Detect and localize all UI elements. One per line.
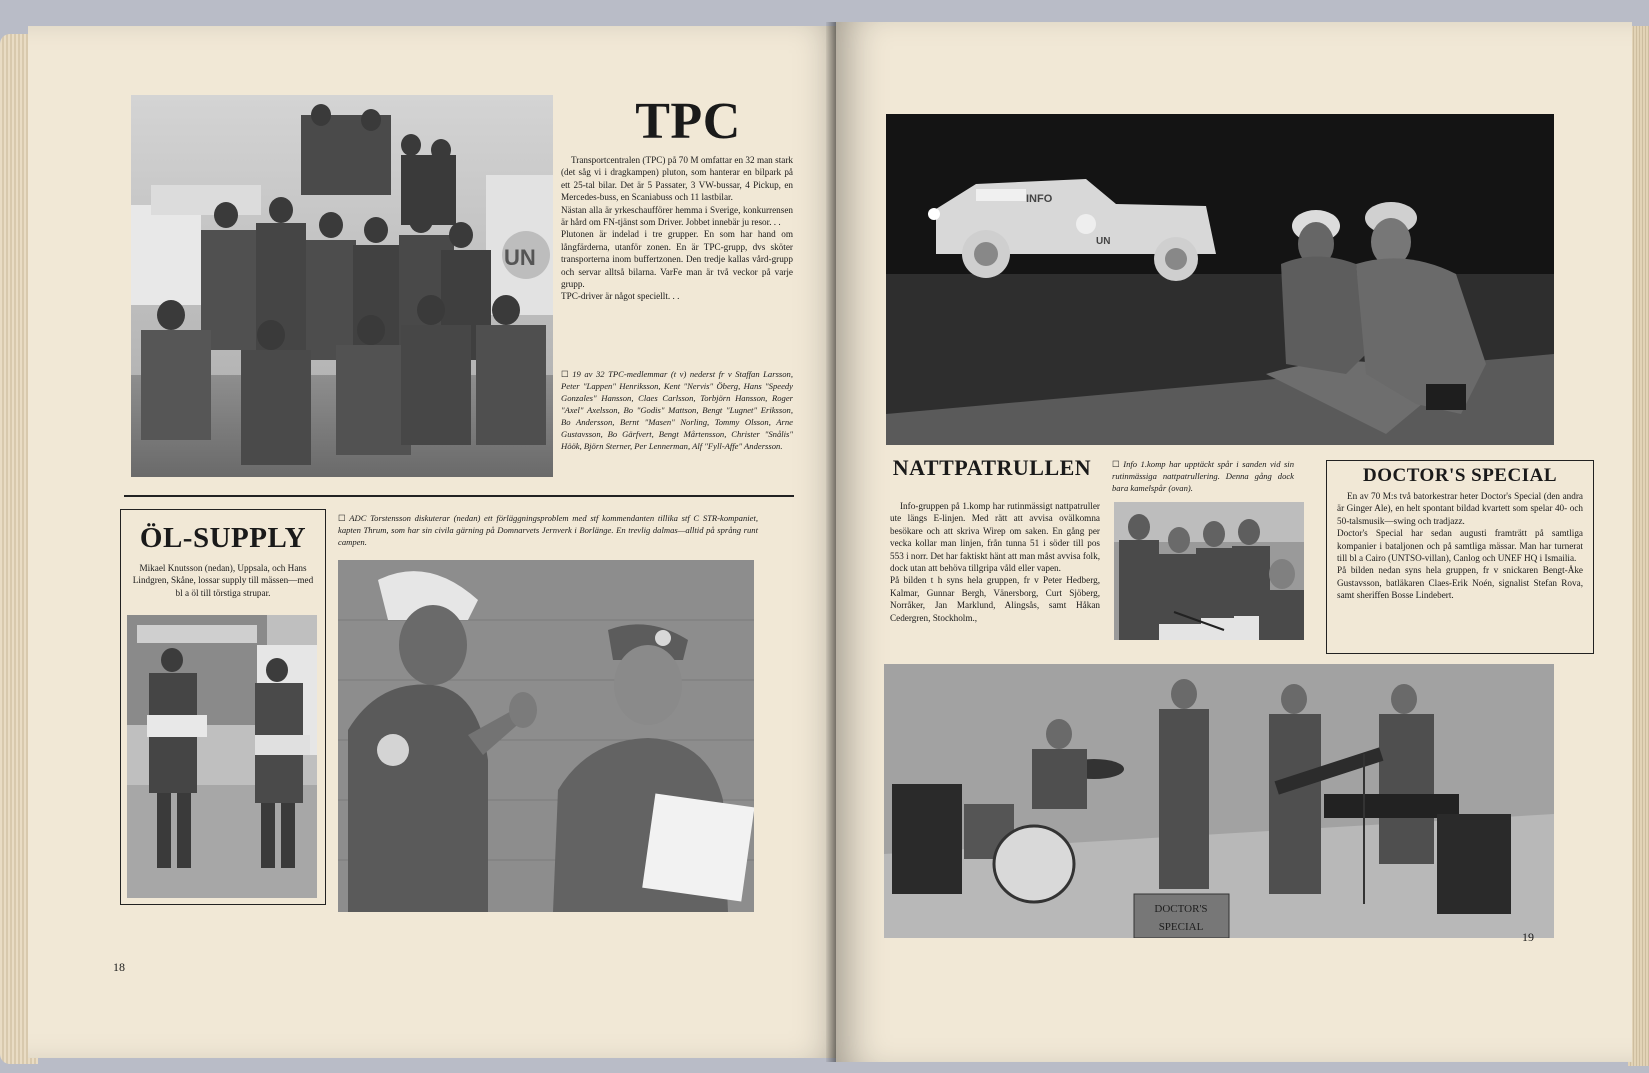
tpc-group-photo [131, 95, 553, 477]
info-group-photo [1114, 502, 1304, 640]
nattpatrullen-photo-caption [1112, 458, 1294, 494]
doctors-special-body-text [1337, 490, 1583, 602]
tpc-paragraph-1: Transportcentralen (TPC) på 70 M omfattar en 32 man stark (det såg vi i dragkampen) pluton, som hanterar en bilpark på ett 25-tal bilar. Det är 5 Passater, 3 VW-bussar, 4 Pickup, en Mercedes-buss, en Scaniabuss och 11 lastbilar. [561, 155, 793, 203]
truck-un-marking: UN [504, 245, 536, 270]
left-page-number: 18 [113, 960, 125, 974]
adc-discussion-photo [338, 560, 754, 912]
nattpatrullen-paragraph-1: Info-gruppen på 1.komp har rutinmässigt nattpatruller ute längs E-linjen. Med rätt att avvisa ovälkomna besökare och att skriva Wirep om saken. En gång per vecka kollar man linjen, från tunna 51 i söder till pos 553 i norr. Det har faktiskt hänt att man måst avvisa folk, dock utan att behöva tillgripa våld eller vapen. [890, 501, 1100, 574]
band-sign-line-1: DOCTOR'S [1154, 903, 1208, 915]
doctors-special-paragraph-1: En av 70 M:s två batorkestrar heter Doctor's Special (den andra är Ginger Ale), en helt spontant bildad kvartett som spelar 40- och 50-talsmusik—swing och tradjazz. [1337, 491, 1583, 526]
jeep-un-marking: UN [1096, 236, 1111, 247]
section-divider [124, 495, 794, 497]
doctors-special-band-photo [884, 664, 1554, 938]
doctors-special-paragraph-2: Doctor's Special har sedan augusti framträtt på samtliga kompanier i bataljonen och på samtliga mässar. Man har turnerat till bl a Cairo (UNTSO-villan), Canlog och UNEF HQ i Ismailia. [1337, 528, 1583, 564]
right-page [836, 22, 1632, 1062]
nattpatrullen-body-text [890, 500, 1100, 624]
night-patrol-photo [886, 114, 1554, 445]
ol-supply-box [120, 509, 326, 905]
adc-photo-caption [338, 512, 758, 548]
nattpatrullen-paragraph-2: På bilden t h syns hela gruppen, fr v Peter Hedberg, Kalmar, Gunnar Bergh, Vänersborg, Curt Sjöberg, Norråker, Jan Marklund, Alingsås, samt Håkan Cedergren, Stockholm., [890, 575, 1100, 623]
caption-box-icon: ☐ [1112, 459, 1120, 469]
tpc-paragraph-2: Nästan alla är yrkeschaufförer hemma i Sverige, konkurrensen är hård om FN-tjänst som Driver. Jobbet innebär ju resor. . . [561, 204, 793, 228]
adc-caption-text: ADC Torstensson diskuterar (nedan) ett förläggningsproblem med stf kommendanten tillika stf C STR-kompaniet, kapten Thrum, som har sin civila gärning på Domnarvets Jernverk i Borlänge. En trevlig dalmas—alltid på språng runt campen. [338, 513, 758, 547]
ol-supply-text: Mikael Knutsson (nedan), Uppsala, och Hans Lindgren, Skåne, lossar supply till mässen—med bl a öl till törstiga strupar. [132, 563, 314, 598]
nattpatrullen-caption-text: Info 1.komp har upptäckt spår i sanden vid sin rutinmässiga nattpatrullering. Denna gång dock bara kamelspår (ovan). [1112, 459, 1294, 493]
ol-supply-title: ÖL-SUPPLY [139, 522, 307, 554]
nattpatrullen-title: NATTPATRULLEN [892, 455, 1092, 480]
ol-supply-photo [127, 615, 317, 898]
tpc-paragraph-3: Plutonen är indelad i tre grupper. En som har hand om långfärderna, utanför zonen. En är TPC-grupp, dvs sköter transporterna inom buffertzonen. Den tredje kallas vård-grupp och servar alltså bilarna. VarFe man är två veckor på varje grupp. [561, 229, 793, 290]
jeep-info-marking: INFO [1026, 193, 1053, 205]
tpc-paragraph-4: TPC-driver är något speciellt. . . [561, 291, 680, 302]
tpc-caption-text: 19 av 32 TPC-medlemmar (t v) nederst fr v Staffan Larsson, Peter "Lappen" Henriksson, Kent "Nervis" Öberg, Hans "Speedy Gonzales" Hansson, Claes Carlsson, Torbjörn Hansson, Roger "Axel" Axelsson, Bo "Godis" Mattson, Bengt "Lugnet" Eriksson, Bo Andersson, Bernt "Masen" Norling, Tommy Olsson, Arne Gustavsson, Bo Gärfvert, Bengt Mårtensson, Christer "Snålis" Höök, Björn Sterner, Per Lennerman, Alf "Fyll-Affe" Andersson. [561, 369, 793, 451]
tpc-photo-caption [561, 368, 793, 452]
left-page [28, 26, 846, 1058]
doctors-special-box [1326, 460, 1594, 654]
caption-box-icon: ☐ [561, 369, 569, 379]
tpc-title: TPC [635, 93, 741, 150]
doctors-special-title: DOCTOR'S SPECIAL [1362, 465, 1557, 486]
right-page-number: 19 [1522, 930, 1534, 944]
caption-box-icon: ☐ [338, 513, 346, 523]
doctors-special-paragraph-3: På bilden nedan syns hela gruppen, fr v snickaren Bengt-Åke Gustavsson, batläkaren Claes-Erik Noén, signalist Stefan Rova, samt sheriffen Bosse Lindebert. [1337, 565, 1583, 601]
band-sign-line-2: SPECIAL [1158, 921, 1204, 933]
tpc-body-text [561, 154, 793, 303]
